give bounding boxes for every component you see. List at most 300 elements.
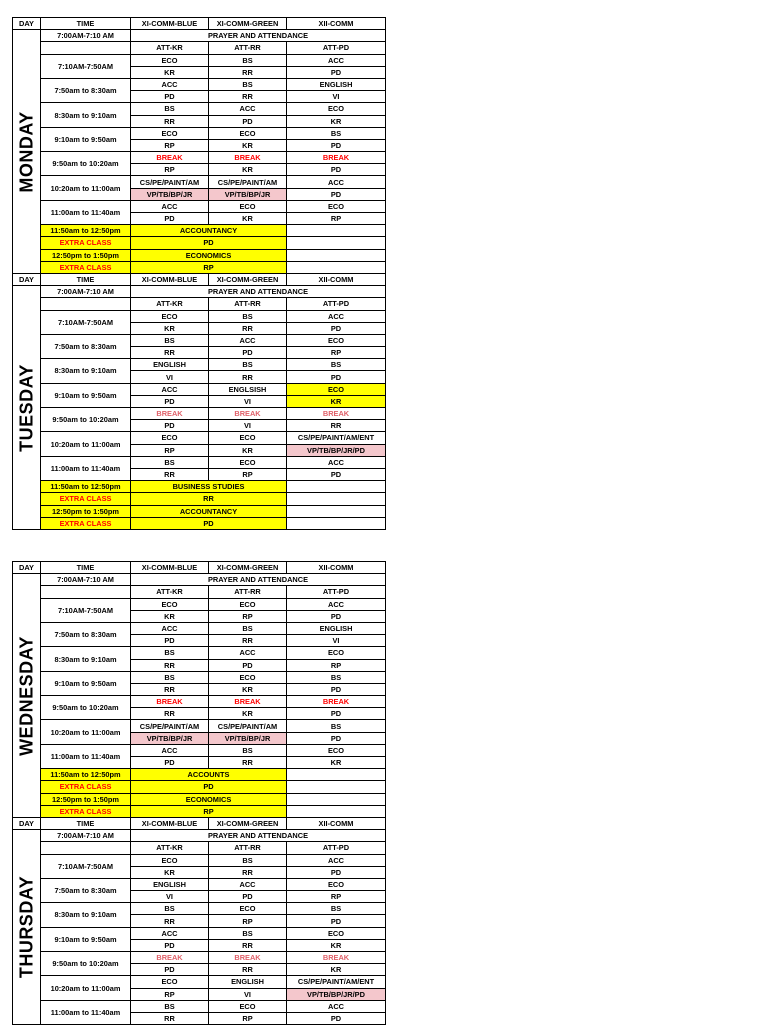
table-row xyxy=(13,854,386,866)
table-row xyxy=(13,744,386,756)
day-label xyxy=(13,30,41,274)
table-row xyxy=(13,334,386,346)
subject-cell: RR xyxy=(131,1012,209,1024)
subject-cell: BS xyxy=(209,310,287,322)
subject-cell: RP xyxy=(209,915,287,927)
subject-cell: PD xyxy=(209,659,287,671)
extra-slot-row xyxy=(13,505,386,517)
subject-cell: BS xyxy=(209,854,287,866)
subject-cell: BS xyxy=(131,1000,209,1012)
subject-cell: BREAK xyxy=(287,152,386,164)
subject-cell: RR xyxy=(287,420,386,432)
subject-cell: CS/PE/PAINT/AM xyxy=(209,720,287,732)
subject-cell: KR xyxy=(287,115,386,127)
subject-cell: RR xyxy=(131,468,209,480)
subject-cell: ENGLISH xyxy=(131,359,209,371)
time-cell: 9:10am to 9:50am xyxy=(41,127,131,151)
timetable-wednesday-thursday xyxy=(12,561,386,1025)
table-row xyxy=(13,976,386,988)
prayer-row xyxy=(13,574,386,586)
subject-cell: BS xyxy=(209,744,287,756)
header-row xyxy=(13,817,386,829)
extra-slot-row xyxy=(13,481,386,493)
subject-cell: CS/PE/PAINT/AM/ENT xyxy=(287,432,386,444)
subject-cell: ACC xyxy=(209,103,287,115)
subject-cell: ACC xyxy=(131,744,209,756)
table-row xyxy=(13,878,386,890)
subject-cell: RR xyxy=(131,115,209,127)
subject-cell: ACC xyxy=(131,383,209,395)
subject-cell: RP xyxy=(209,1012,287,1024)
time-cell: 11:00am to 11:40am xyxy=(41,1000,131,1024)
subject-cell: RR xyxy=(209,964,287,976)
prayer-cell: PRAYER AND ATTENDANCE xyxy=(131,830,386,842)
subject-cell: BS xyxy=(209,78,287,90)
subject-cell: KR xyxy=(131,866,209,878)
subject-cell: VI xyxy=(287,635,386,647)
subject-cell: RR xyxy=(209,322,287,334)
header-c3: XII-COMM xyxy=(287,18,386,30)
subject-cell: RR xyxy=(131,659,209,671)
header-c2: XI-COMM-GREEN xyxy=(209,562,287,574)
extra-subject-cell: ECONOMICS xyxy=(131,793,287,805)
subject-cell: VI xyxy=(209,395,287,407)
prayer-row xyxy=(13,30,386,42)
subject-cell: KR xyxy=(209,139,287,151)
subject-cell: ECO xyxy=(287,383,386,395)
time-cell: 7:00AM-7:10 AM xyxy=(41,574,131,586)
subject-cell: KR xyxy=(287,964,386,976)
time-cell: 12:50pm to 1:50pm xyxy=(41,505,131,517)
time-cell: 11:00am to 11:40am xyxy=(41,456,131,480)
subject-cell: PD xyxy=(287,708,386,720)
extra-label-row xyxy=(13,237,386,249)
attendance-cell: ATT-RR xyxy=(209,42,287,54)
subject-cell: ECO xyxy=(131,127,209,139)
subject-cell: BREAK xyxy=(209,952,287,964)
time-cell: 9:10am to 9:50am xyxy=(41,671,131,695)
extra-subject-cell: ECONOMICS xyxy=(131,249,287,261)
time-cell: 10:20am to 11:00am xyxy=(41,176,131,200)
table-row xyxy=(13,671,386,683)
header-time: TIME xyxy=(41,273,131,285)
day-name: THURSDAY xyxy=(16,875,36,979)
extra-label-row xyxy=(13,805,386,817)
empty-cell xyxy=(287,261,386,273)
extra-class-label: EXTRA CLASS xyxy=(41,237,131,249)
subject-cell: PD xyxy=(131,635,209,647)
prayer-cell: PRAYER AND ATTENDANCE xyxy=(131,574,386,586)
subject-cell: PD xyxy=(287,164,386,176)
time-cell-empty xyxy=(41,298,131,310)
header-c1: XI-COMM-BLUE xyxy=(131,817,209,829)
subject-cell: ECO xyxy=(209,432,287,444)
subject-cell: ECO xyxy=(287,927,386,939)
subject-cell: PD xyxy=(209,891,287,903)
header-row xyxy=(13,273,386,285)
subject-cell: BREAK xyxy=(209,152,287,164)
extra-teacher-cell: RR xyxy=(131,493,287,505)
subject-cell: RR xyxy=(209,635,287,647)
subject-cell: RR xyxy=(209,66,287,78)
subject-cell: BS xyxy=(131,903,209,915)
subject-cell: VI xyxy=(131,891,209,903)
time-cell: 9:50am to 10:20am xyxy=(41,696,131,720)
subject-cell: RR xyxy=(131,915,209,927)
subject-cell: VP/TB/BP/JR xyxy=(131,188,209,200)
header-c2: XI-COMM-GREEN xyxy=(209,18,287,30)
extra-subject-cell: ACCOUNTS xyxy=(131,769,287,781)
subject-cell: RP xyxy=(131,164,209,176)
subject-cell: RP xyxy=(131,988,209,1000)
subject-cell: RR xyxy=(209,939,287,951)
table-row xyxy=(13,1000,386,1012)
subject-cell: PD xyxy=(131,757,209,769)
extra-class-label: EXTRA CLASS xyxy=(41,261,131,273)
extra-teacher-cell: RP xyxy=(131,261,287,273)
subject-cell: ECO xyxy=(287,103,386,115)
time-cell: 7:10AM-7:50AM xyxy=(41,54,131,78)
table-row xyxy=(13,622,386,634)
subject-cell: ENGLISH xyxy=(131,878,209,890)
header-time: TIME xyxy=(41,18,131,30)
day-name: TUESDAY xyxy=(16,363,36,452)
subject-cell: BS xyxy=(287,359,386,371)
subject-cell: ACC xyxy=(209,334,287,346)
table-row xyxy=(13,200,386,212)
subject-cell: VI xyxy=(209,420,287,432)
table-row xyxy=(13,408,386,420)
table-row xyxy=(13,696,386,708)
subject-cell: RP xyxy=(287,891,386,903)
subject-cell: PD xyxy=(131,420,209,432)
subject-cell: PD xyxy=(131,213,209,225)
extra-teacher-cell: PD xyxy=(131,517,287,529)
attendance-cell: ATT-RR xyxy=(209,842,287,854)
subject-cell: ECO xyxy=(131,598,209,610)
subject-cell: BREAK xyxy=(209,696,287,708)
subject-cell: PD xyxy=(131,964,209,976)
subject-cell: ACC xyxy=(287,456,386,468)
subject-cell: PD xyxy=(287,188,386,200)
subject-cell: ACC xyxy=(287,54,386,66)
subject-cell: RP xyxy=(131,444,209,456)
time-cell: 11:00am to 11:40am xyxy=(41,200,131,224)
subject-cell: BS xyxy=(287,127,386,139)
subject-cell: KR xyxy=(287,939,386,951)
subject-cell: ECO xyxy=(209,456,287,468)
subject-cell: PD xyxy=(287,371,386,383)
table-row xyxy=(13,456,386,468)
subject-cell: ENGLSISH xyxy=(209,383,287,395)
attendance-row xyxy=(13,298,386,310)
subject-cell: VP/TB/BP/JR/PD xyxy=(287,988,386,1000)
prayer-row xyxy=(13,830,386,842)
subject-cell: KR xyxy=(209,444,287,456)
subject-cell: PD xyxy=(287,683,386,695)
subject-cell: RP xyxy=(287,659,386,671)
time-cell: 10:20am to 11:00am xyxy=(41,432,131,456)
subject-cell: ENGLISH xyxy=(287,622,386,634)
subject-cell: CS/PE/PAINT/AM xyxy=(131,720,209,732)
subject-cell: BS xyxy=(209,359,287,371)
attendance-cell: ATT-PD xyxy=(287,298,386,310)
extra-class-label: EXTRA CLASS xyxy=(41,805,131,817)
attendance-cell: ATT-KR xyxy=(131,586,209,598)
empty-cell xyxy=(287,225,386,237)
time-cell: 12:50pm to 1:50pm xyxy=(41,793,131,805)
subject-cell: ACC xyxy=(131,200,209,212)
empty-cell xyxy=(287,249,386,261)
time-cell-empty xyxy=(41,42,131,54)
subject-cell: ECO xyxy=(209,1000,287,1012)
subject-cell: CS/PE/PAINT/AM xyxy=(209,176,287,188)
header-c2: XI-COMM-GREEN xyxy=(209,273,287,285)
subject-cell: PD xyxy=(287,610,386,622)
subject-cell: ECO xyxy=(287,334,386,346)
subject-cell: BREAK xyxy=(131,952,209,964)
subject-cell: PD xyxy=(287,66,386,78)
time-cell: 10:20am to 11:00am xyxy=(41,720,131,744)
extra-label-row xyxy=(13,781,386,793)
subject-cell: VP/TB/BP/JR xyxy=(131,732,209,744)
day-name: MONDAY xyxy=(16,110,36,193)
time-cell: 8:30am to 9:10am xyxy=(41,903,131,927)
subject-cell: VI xyxy=(287,91,386,103)
subject-cell: ECO xyxy=(287,200,386,212)
subject-cell: ACC xyxy=(287,310,386,322)
subject-cell: ECO xyxy=(287,744,386,756)
table-row xyxy=(13,952,386,964)
subject-cell: BS xyxy=(209,927,287,939)
attendance-row xyxy=(13,42,386,54)
extra-class-label: EXTRA CLASS xyxy=(41,493,131,505)
attendance-cell: ATT-RR xyxy=(209,298,287,310)
subject-cell: BS xyxy=(131,103,209,115)
subject-cell: BS xyxy=(209,54,287,66)
subject-cell: KR xyxy=(209,213,287,225)
extra-label-row xyxy=(13,493,386,505)
subject-cell: RR xyxy=(209,91,287,103)
table-row xyxy=(13,54,386,66)
subject-cell: BS xyxy=(287,671,386,683)
subject-cell: PD xyxy=(287,732,386,744)
header-day: DAY xyxy=(13,273,41,285)
subject-cell: RR xyxy=(131,708,209,720)
attendance-cell: ATT-RR xyxy=(209,586,287,598)
subject-cell: KR xyxy=(209,708,287,720)
time-cell: 7:00AM-7:10 AM xyxy=(41,286,131,298)
time-cell: 7:00AM-7:10 AM xyxy=(41,30,131,42)
subject-cell: RP xyxy=(209,468,287,480)
subject-cell: ECO xyxy=(209,903,287,915)
subject-cell: ECO xyxy=(131,54,209,66)
extra-class-label: EXTRA CLASS xyxy=(41,781,131,793)
subject-cell: KR xyxy=(287,395,386,407)
time-cell: 9:50am to 10:20am xyxy=(41,408,131,432)
table-row xyxy=(13,432,386,444)
subject-cell: VP/TB/BP/JR xyxy=(209,732,287,744)
extra-slot-row xyxy=(13,769,386,781)
header-c3: XII-COMM xyxy=(287,562,386,574)
subject-cell: PD xyxy=(131,395,209,407)
time-cell: 11:00am to 11:40am xyxy=(41,744,131,768)
subject-cell: RR xyxy=(131,683,209,695)
table-row xyxy=(13,927,386,939)
extra-subject-cell: ACCOUNTANCY xyxy=(131,505,287,517)
extra-class-label: EXTRA CLASS xyxy=(41,517,131,529)
subject-cell: ACC xyxy=(287,176,386,188)
empty-cell xyxy=(287,793,386,805)
subject-cell: PD xyxy=(287,1012,386,1024)
subject-cell: ACC xyxy=(209,878,287,890)
subject-cell: KR xyxy=(131,322,209,334)
subject-cell: BREAK xyxy=(287,696,386,708)
subject-cell: BS xyxy=(131,334,209,346)
time-cell: 7:50am to 8:30am xyxy=(41,334,131,358)
header-c1: XI-COMM-BLUE xyxy=(131,18,209,30)
table-row xyxy=(13,310,386,322)
subject-cell: BS xyxy=(131,456,209,468)
empty-cell xyxy=(287,493,386,505)
attendance-cell: ATT-PD xyxy=(287,42,386,54)
subject-cell: KR xyxy=(131,66,209,78)
empty-cell xyxy=(287,769,386,781)
subject-cell: BREAK xyxy=(131,152,209,164)
subject-cell: BREAK xyxy=(131,408,209,420)
extra-teacher-cell: PD xyxy=(131,781,287,793)
subject-cell: ACC xyxy=(131,927,209,939)
empty-cell xyxy=(287,781,386,793)
time-cell: 7:50am to 8:30am xyxy=(41,622,131,646)
time-cell: 9:10am to 9:50am xyxy=(41,927,131,951)
time-cell: 7:10AM-7:50AM xyxy=(41,310,131,334)
subject-cell: ENGLISH xyxy=(287,78,386,90)
extra-teacher-cell: PD xyxy=(131,237,287,249)
subject-cell: ECO xyxy=(131,854,209,866)
header-day: DAY xyxy=(13,18,41,30)
subject-cell: VP/TB/BP/JR/PD xyxy=(287,444,386,456)
extra-slot-row xyxy=(13,793,386,805)
empty-cell xyxy=(287,805,386,817)
prayer-cell: PRAYER AND ATTENDANCE xyxy=(131,30,386,42)
subject-cell: ECO xyxy=(131,976,209,988)
day-label xyxy=(13,830,41,1025)
time-cell: 11:50am to 12:50pm xyxy=(41,225,131,237)
table-row xyxy=(13,176,386,188)
subject-cell: PD xyxy=(287,322,386,334)
subject-cell: RR xyxy=(209,371,287,383)
time-cell-empty xyxy=(41,842,131,854)
empty-cell xyxy=(287,481,386,493)
timetable-monday-tuesday xyxy=(12,17,386,530)
day-label xyxy=(13,574,41,818)
subject-cell: PD xyxy=(131,939,209,951)
subject-cell: PD xyxy=(287,139,386,151)
subject-cell: BREAK xyxy=(209,408,287,420)
subject-cell: BREAK xyxy=(287,952,386,964)
time-cell: 9:10am to 9:50am xyxy=(41,383,131,407)
subject-cell: PD xyxy=(209,115,287,127)
subject-cell: BS xyxy=(209,622,287,634)
day-name: WEDNESDAY xyxy=(16,635,36,756)
subject-cell: ECO xyxy=(287,878,386,890)
attendance-cell: ATT-KR xyxy=(131,42,209,54)
subject-cell: RR xyxy=(131,347,209,359)
header-time: TIME xyxy=(41,817,131,829)
table-row xyxy=(13,383,386,395)
subject-cell: BS xyxy=(287,903,386,915)
extra-slot-row xyxy=(13,249,386,261)
time-cell: 8:30am to 9:10am xyxy=(41,647,131,671)
table-row xyxy=(13,127,386,139)
time-cell: 7:50am to 8:30am xyxy=(41,878,131,902)
subject-cell: ACC xyxy=(287,1000,386,1012)
subject-cell: RR xyxy=(209,757,287,769)
subject-cell: PD xyxy=(131,91,209,103)
attendance-cell: ATT-KR xyxy=(131,298,209,310)
time-cell: 7:10AM-7:50AM xyxy=(41,854,131,878)
header-c3: XII-COMM xyxy=(287,817,386,829)
extra-subject-cell: BUSINESS STUDIES xyxy=(131,481,287,493)
header-day: DAY xyxy=(13,817,41,829)
header-c2: XI-COMM-GREEN xyxy=(209,817,287,829)
time-cell-empty xyxy=(41,586,131,598)
subject-cell: ECO xyxy=(209,598,287,610)
subject-cell: CS/PE/PAINT/AM/ENT xyxy=(287,976,386,988)
empty-cell xyxy=(287,505,386,517)
time-cell: 7:10AM-7:50AM xyxy=(41,598,131,622)
subject-cell: PD xyxy=(209,347,287,359)
subject-cell: ECO xyxy=(209,127,287,139)
subject-cell: BS xyxy=(131,647,209,659)
table-row xyxy=(13,598,386,610)
subject-cell: KR xyxy=(209,164,287,176)
subject-cell: RP xyxy=(131,139,209,151)
extra-label-row xyxy=(13,517,386,529)
header-row xyxy=(13,18,386,30)
subject-cell: BREAK xyxy=(131,696,209,708)
subject-cell: PD xyxy=(287,468,386,480)
prayer-cell: PRAYER AND ATTENDANCE xyxy=(131,286,386,298)
attendance-row xyxy=(13,586,386,598)
subject-cell: VP/TB/BP/JR xyxy=(209,188,287,200)
subject-cell: RP xyxy=(287,213,386,225)
subject-cell: ACC xyxy=(287,854,386,866)
extra-teacher-cell: RP xyxy=(131,805,287,817)
header-day: DAY xyxy=(13,562,41,574)
table-row xyxy=(13,152,386,164)
time-cell: 9:50am to 10:20am xyxy=(41,952,131,976)
attendance-cell: ATT-PD xyxy=(287,842,386,854)
table-row xyxy=(13,647,386,659)
subject-cell: ACC xyxy=(287,598,386,610)
subject-cell: ECO xyxy=(131,310,209,322)
subject-cell: BS xyxy=(287,720,386,732)
extra-slot-row xyxy=(13,225,386,237)
time-cell: 11:50am to 12:50pm xyxy=(41,769,131,781)
table-row xyxy=(13,78,386,90)
subject-cell: KR xyxy=(131,610,209,622)
subject-cell: BS xyxy=(131,671,209,683)
subject-cell: ECO xyxy=(209,200,287,212)
attendance-row xyxy=(13,842,386,854)
time-cell: 10:20am to 11:00am xyxy=(41,976,131,1000)
table-row xyxy=(13,103,386,115)
time-cell: 8:30am to 9:10am xyxy=(41,359,131,383)
subject-cell: KR xyxy=(209,683,287,695)
subject-cell: ACC xyxy=(131,78,209,90)
